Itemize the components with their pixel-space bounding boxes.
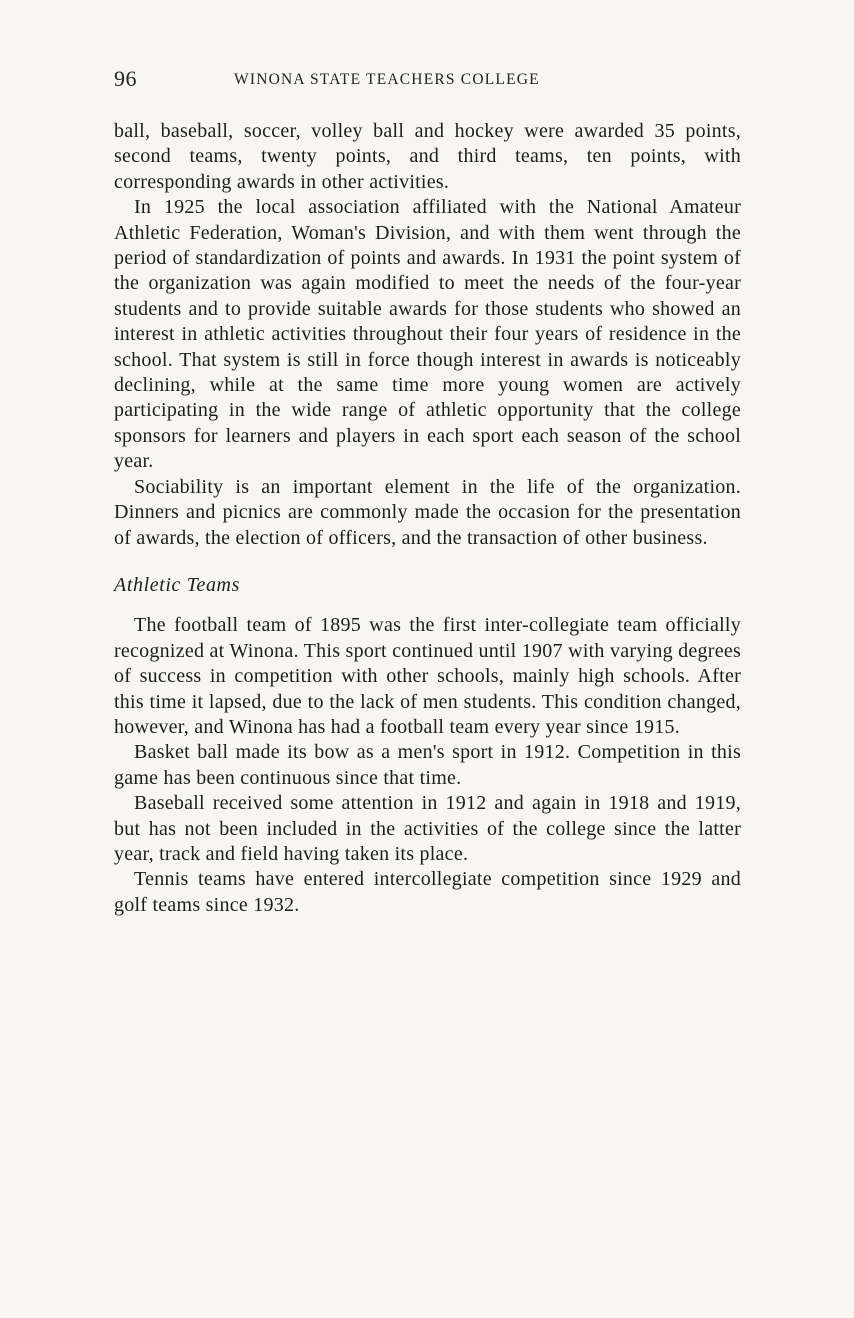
paragraph-tennis-golf: Tennis teams have entered intercollegiate competition since 1929 and golf teams since 1932. xyxy=(114,868,741,916)
paragraph-federation: In 1925 the local association affiliated with the National Amateur Athletic Federation, Woman's Division, and with them went through the period of standardization of points and awards. In 1931 the point system of the organization was again modified to meet the needs of the four-year students and to provide suitable awards for those students who showed an interest in athletic activities throughout their four years of residence in the school. That system is still in force though interest in awards is noticeably declining, while at the same time more young women are actively participating in the wide range of athletic opportunity that the college sponsors for learners and players in each sport each season of the school year. xyxy=(114,196,741,473)
paragraph-sociability: Sociability is an important element in the life of the organization. Dinners and picnics are commonly made the occasion for the presentation of awards, the election of officers, and the transaction of other business. xyxy=(114,475,741,549)
page-number: 96 xyxy=(114,66,137,91)
paragraph-baseball: Baseball received some attention in 1912 and again in 1918 and 1919, but has not been included in the activities of the college since the latter year, track and field having taken its place. xyxy=(114,792,741,865)
body-text xyxy=(114,119,741,918)
paragraph-basketball: Basket ball made its bow as a men's sport in 1912. Competition in this game has been continuous since that time. xyxy=(114,741,741,789)
page-header xyxy=(114,66,740,96)
running-head: WINONA STATE TEACHERS COLLEGE xyxy=(234,71,540,88)
paragraph-awards-continued: ball, baseball, soccer, volley ball and hockey were awarded 35 points, second teams, twenty points, and third teams, ten points, with corresponding awards in other activities. xyxy=(114,120,741,193)
section-heading-athletic-teams: Athletic Teams xyxy=(114,573,240,596)
paragraph-football: The football team of 1895 was the first inter-collegiate team officially recognized at Winona. This sport continued until 1907 with varying degrees of success in competition with other schools, mainly high schools. After this time it lapsed, due to the lack of men students. This condition changed, however, and Winona has had a football team every year since 1915. xyxy=(114,614,741,738)
